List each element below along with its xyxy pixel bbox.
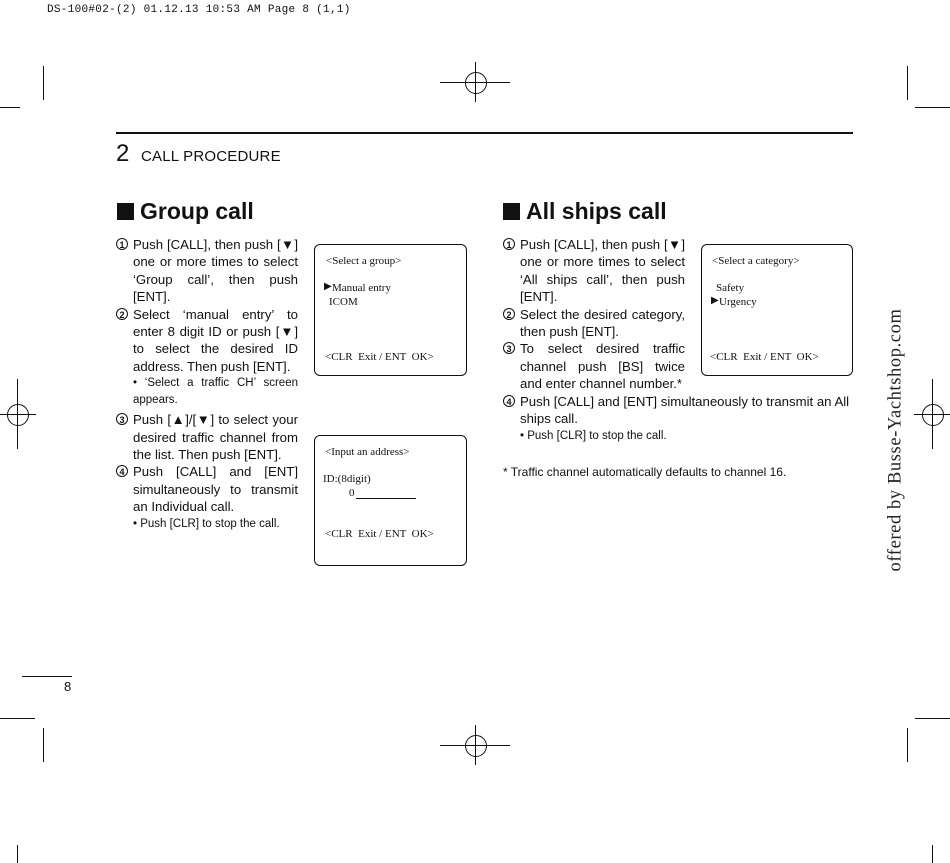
step-number: 3 (116, 413, 128, 425)
lcd-footer: <CLR Exit / ENT OK> (325, 528, 434, 540)
lcd-select-category (701, 244, 853, 376)
all-ships-step-4 (503, 393, 853, 428)
group-call-step-2 (116, 306, 298, 376)
lcd-header: <Input an address> (325, 446, 410, 458)
lcd-item-manual-entry: Manual entry (332, 282, 391, 294)
step-number: 1 (503, 238, 515, 250)
all-ships-step-3 (503, 340, 685, 392)
step-number: 1 (116, 238, 128, 250)
square-bullet-icon (117, 203, 134, 220)
crop-mark (915, 107, 950, 108)
page-number: 8 (64, 679, 72, 694)
lcd-item-safety: Safety (716, 282, 745, 294)
registration-mark-bottom (440, 725, 510, 765)
lcd-id-label: ID:(8digit) (323, 473, 371, 485)
all-ships-step-1 (503, 236, 685, 306)
step-text: Push [CALL] and [ENT] simultaneously to transmit an Individual call. (133, 464, 298, 515)
group-call-note-traffic: • ‘Select a traffic CH’ screen appears. (133, 377, 298, 407)
all-ships-steps-top (503, 236, 685, 393)
square-bullet-icon (503, 203, 520, 220)
step-text: Push [▲]/[▼] to select your desired traffic channel from the list. Then push [ENT]. (133, 412, 298, 463)
crop-mark (907, 66, 908, 100)
step-text: Push [CALL], then push [▼] one or more times to select ‘Group call’, then push [ENT]. (133, 237, 298, 305)
step-text: Push [CALL] and [ENT] simultaneously to transmit an All ships call. (520, 394, 850, 427)
crop-mark (907, 728, 908, 762)
registration-mark-right (914, 379, 950, 449)
group-call-step-1 (116, 236, 298, 306)
crop-mark (43, 66, 44, 100)
pointer-arrow-icon: ▶ (711, 295, 719, 306)
step-text: Select the desired category, then push [ENT]. (520, 306, 685, 340)
step-number: 2 (116, 308, 128, 320)
crop-mark (915, 718, 950, 719)
crop-mark (932, 845, 933, 863)
group-call-note-stop: • Push [CLR] to stop the call. (133, 517, 280, 530)
group-call-step-3 (116, 411, 298, 463)
step-number: 2 (503, 308, 515, 320)
step-text: Select ‘manual entry’ to enter 8 digit ID or push [▼] to select the desired ID address. Then push [ENT]. (133, 306, 298, 374)
crop-mark (0, 107, 20, 108)
step-number: 3 (503, 342, 515, 354)
step-number: 4 (116, 465, 128, 477)
crop-mark (43, 728, 44, 762)
registration-mark-left (0, 379, 36, 449)
watermark-text: offered by Busse-Yachtshop.com (885, 308, 906, 572)
pointer-arrow-icon: ▶ (324, 281, 332, 292)
traffic-channel-footnote: * Traffic channel automatically defaults to channel 16. (503, 465, 787, 479)
lcd-header: <Select a category> (712, 255, 800, 267)
lcd-select-group (314, 244, 467, 376)
page-number-rule (22, 676, 72, 677)
lcd-item-urgency: Urgency (719, 296, 757, 308)
all-ships-note-stop: • Push [CLR] to stop the call. (520, 429, 667, 442)
print-header: DS-100#02-(2) 01.12.13 10:53 AM Page 8 (1,1) (47, 4, 351, 16)
all-ships-call-title: All ships call (526, 198, 667, 224)
all-ships-steps-bottom (503, 393, 853, 445)
chapter-number: 2 (116, 140, 130, 167)
lcd-id-value: 0 (349, 487, 355, 499)
lcd-input-address (314, 435, 467, 566)
all-ships-step-2 (503, 306, 685, 341)
step-text: Push [CALL], then push [▼] one or more times to select ‘All ships call’, then push [ENT]. (520, 237, 685, 305)
lcd-id-underline (356, 498, 416, 499)
crop-mark (17, 845, 18, 863)
group-call-heading (117, 198, 254, 225)
header-rule (116, 132, 853, 134)
step-text: To select desired traffic channel push [BS] twice and enter channel number.* (520, 341, 685, 392)
group-call-title: Group call (140, 198, 254, 224)
group-call-step-4 (116, 463, 298, 515)
lcd-header: <Select a group> (326, 255, 402, 267)
lcd-footer: <CLR Exit / ENT OK> (710, 351, 819, 363)
lcd-footer: <CLR Exit / ENT OK> (325, 351, 434, 363)
chapter-title: CALL PROCEDURE (141, 148, 281, 165)
crop-mark (0, 718, 35, 719)
registration-mark-top (440, 62, 510, 102)
lcd-item-icom: ICOM (329, 296, 358, 308)
step-number: 4 (503, 395, 515, 407)
all-ships-call-heading (503, 198, 667, 225)
group-call-steps (116, 236, 298, 533)
